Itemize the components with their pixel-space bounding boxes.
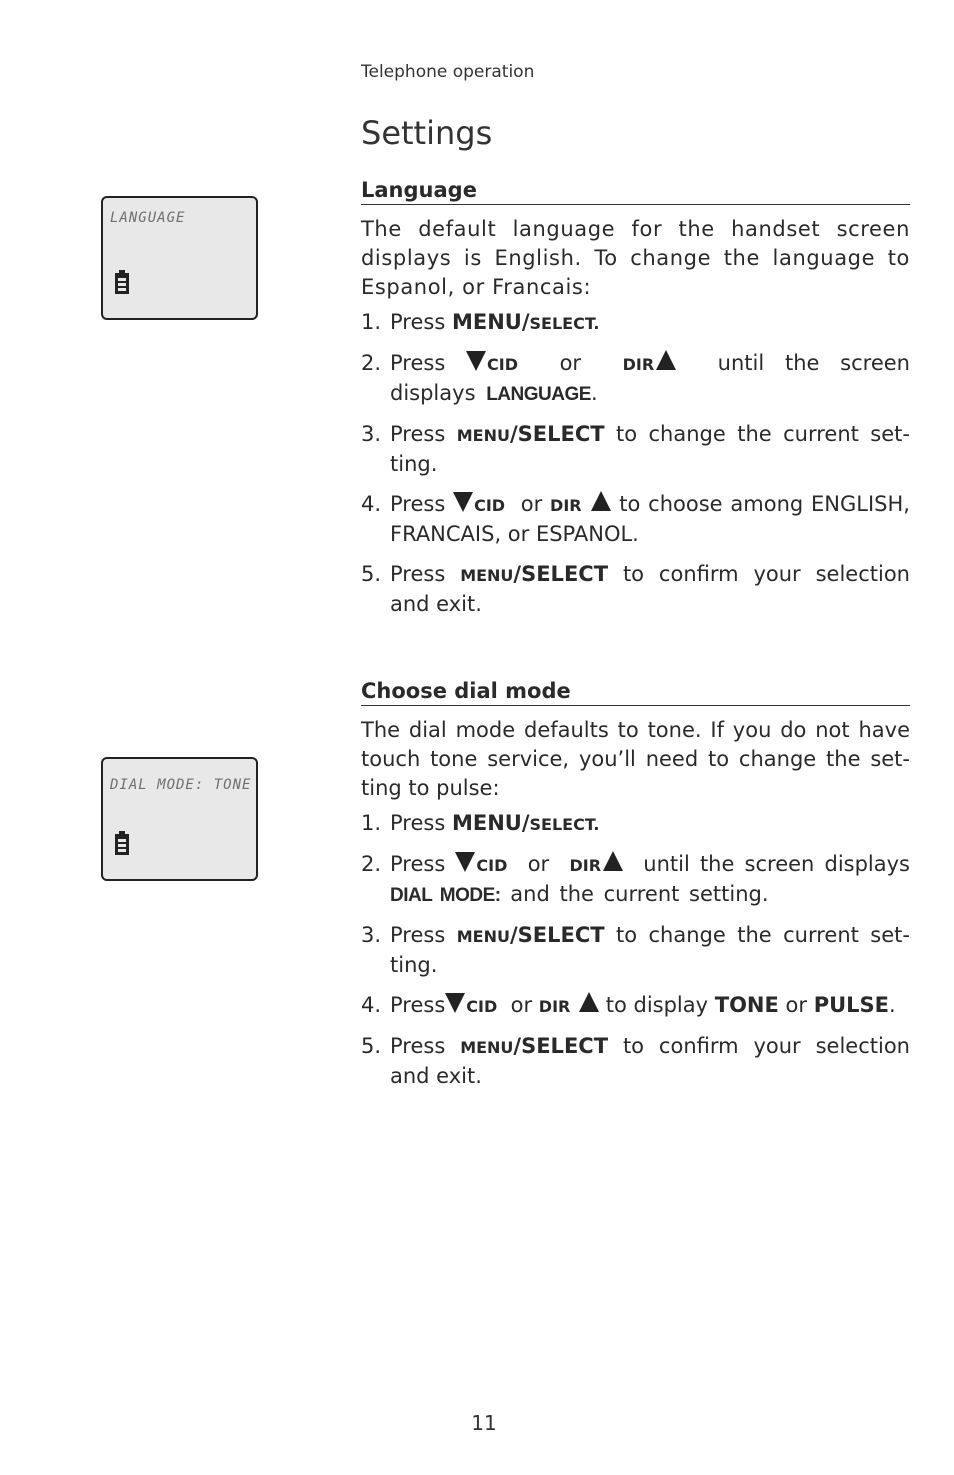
down-arrow-icon [453,492,473,512]
down-arrow-icon [466,351,486,371]
step-1: 1. Press MENU/SELECT. [361,310,600,334]
page-number: 11 [471,1411,497,1435]
up-arrow-icon [579,992,599,1012]
battery-icon [115,270,129,294]
battery-icon [115,831,129,855]
language-section [361,178,910,630]
lcd-text: LANGUAGE [110,210,186,226]
running-header: Telephone operation [361,62,535,82]
steps-list [361,809,910,1091]
down-arrow-icon [445,993,465,1013]
page-title: Settings [361,114,493,152]
step-4: 4. Press CID or DIR to choose among ENGLISH, FRANCAIS, or ESPANOL. [361,492,910,546]
section-heading: Language [361,178,910,205]
step-4: 4. Press CID or DIR to display TONE or PULSE. [361,993,896,1017]
step-5: 5. Press MENU/SELECT to confirm your selection and exit. [361,1034,910,1088]
lcd-screen-dial-mode [101,757,258,881]
step-1: 1. Press MENU/SELECT. [361,811,600,835]
step-2: 2. Press CID or DIR until the screen displays LANGUAGE. [361,351,910,405]
section-intro: The dial mode defaults to tone. If you do not have touch tone service, you’ll need to change the set-ting to pulse: [361,718,910,800]
up-arrow-icon [591,491,611,511]
section-heading: Choose dial mode [361,679,910,706]
step-3: 3. Press MENU/SELECT to change the current set-ting. [361,422,910,476]
lcd-screen-language [101,196,258,320]
step-5: 5. Press MENU/SELECT to confirm your selection and exit. [361,562,910,616]
dial-mode-section [361,679,910,1102]
down-arrow-icon [455,852,475,872]
lcd-text: DIAL MODE: TONE [110,777,252,793]
step-3: 3. Press MENU/SELECT to change the current set-ting. [361,923,910,977]
step-2: 2. Press CID or DIR until the screen displays DIAL MODE: and the current setting. [361,852,911,906]
up-arrow-icon [603,851,623,871]
steps-list [361,308,910,619]
up-arrow-icon [656,350,676,370]
section-intro: The default language for the handset screen displays is English. To change the language to Espanol, or Francais: [361,217,910,299]
